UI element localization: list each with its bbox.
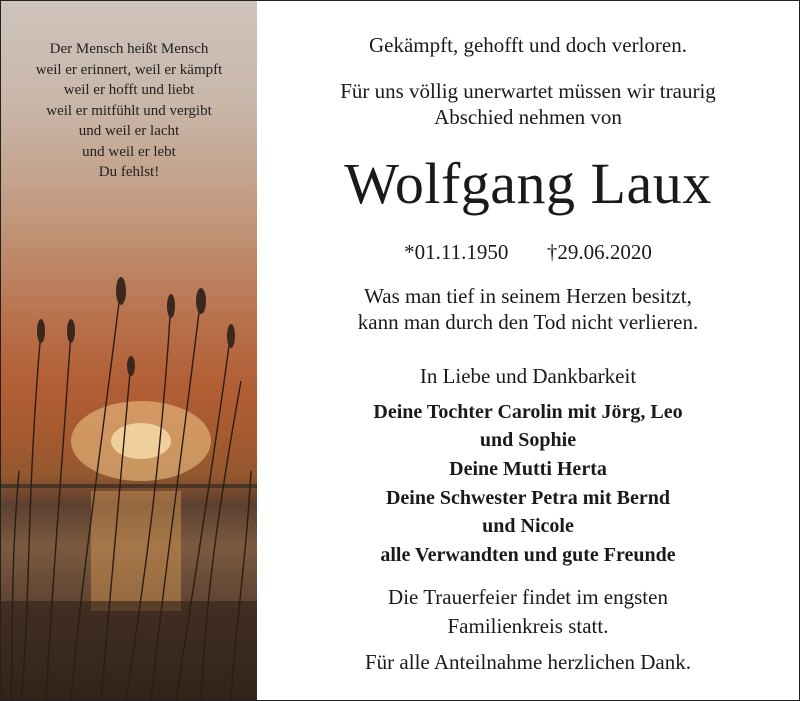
poem-line: weil er erinnert, weil er kämpft [35, 61, 223, 78]
poem-line: weil er hofft und liebt [63, 82, 195, 98]
poem-line: weil er mitfühlt und vergibt [46, 102, 212, 119]
quote-line: Was man tief in seinem Herzen besitzt, [364, 284, 692, 308]
family-line: Deine Mutti Herta [449, 458, 607, 480]
poem-line: und weil er lebt [82, 143, 176, 160]
poem-line: und weil er lacht [78, 123, 180, 139]
gratitude-line: In Liebe und Dankbarkeit [419, 364, 637, 388]
family-line: Deine Schwester Petra mit Bernd [385, 487, 670, 509]
poem-line: Der Mensch heißt Mensch [49, 41, 209, 57]
quote-line: kann man durch den Tod nicht verlieren. [357, 310, 699, 334]
intro-line: Für uns völlig unerwartet müssen wir traurig [340, 79, 716, 103]
birth-date: *01.11.1950 [404, 240, 509, 264]
poem [1, 39, 257, 183]
life-dates [258, 240, 798, 265]
poem-line: Du fehlst! [98, 164, 160, 180]
sunset-reed-photo [1, 1, 257, 700]
family-line: Deine Tochter Carolin mit Jörg, Leo [373, 401, 683, 423]
intro-line: Gekämpft, gehofft und doch verloren. [368, 33, 687, 57]
intro-line: Abschied nehmen von [434, 105, 622, 129]
family-line: und Sophie [479, 429, 577, 451]
thanks-line: Für alle Anteilnahme herzlichen Dank. [365, 650, 691, 674]
family-line: und Nicole [482, 515, 574, 537]
deceased-name: Wolfgang Laux [344, 151, 712, 216]
death-date: †29.06.2020 [546, 240, 652, 264]
ceremony-line: Familienkreis statt. [447, 614, 609, 638]
ceremony-line: Die Trauerfeier findet im engsten [388, 585, 668, 609]
family-line: alle Verwandten und gute Freunde [380, 544, 676, 566]
